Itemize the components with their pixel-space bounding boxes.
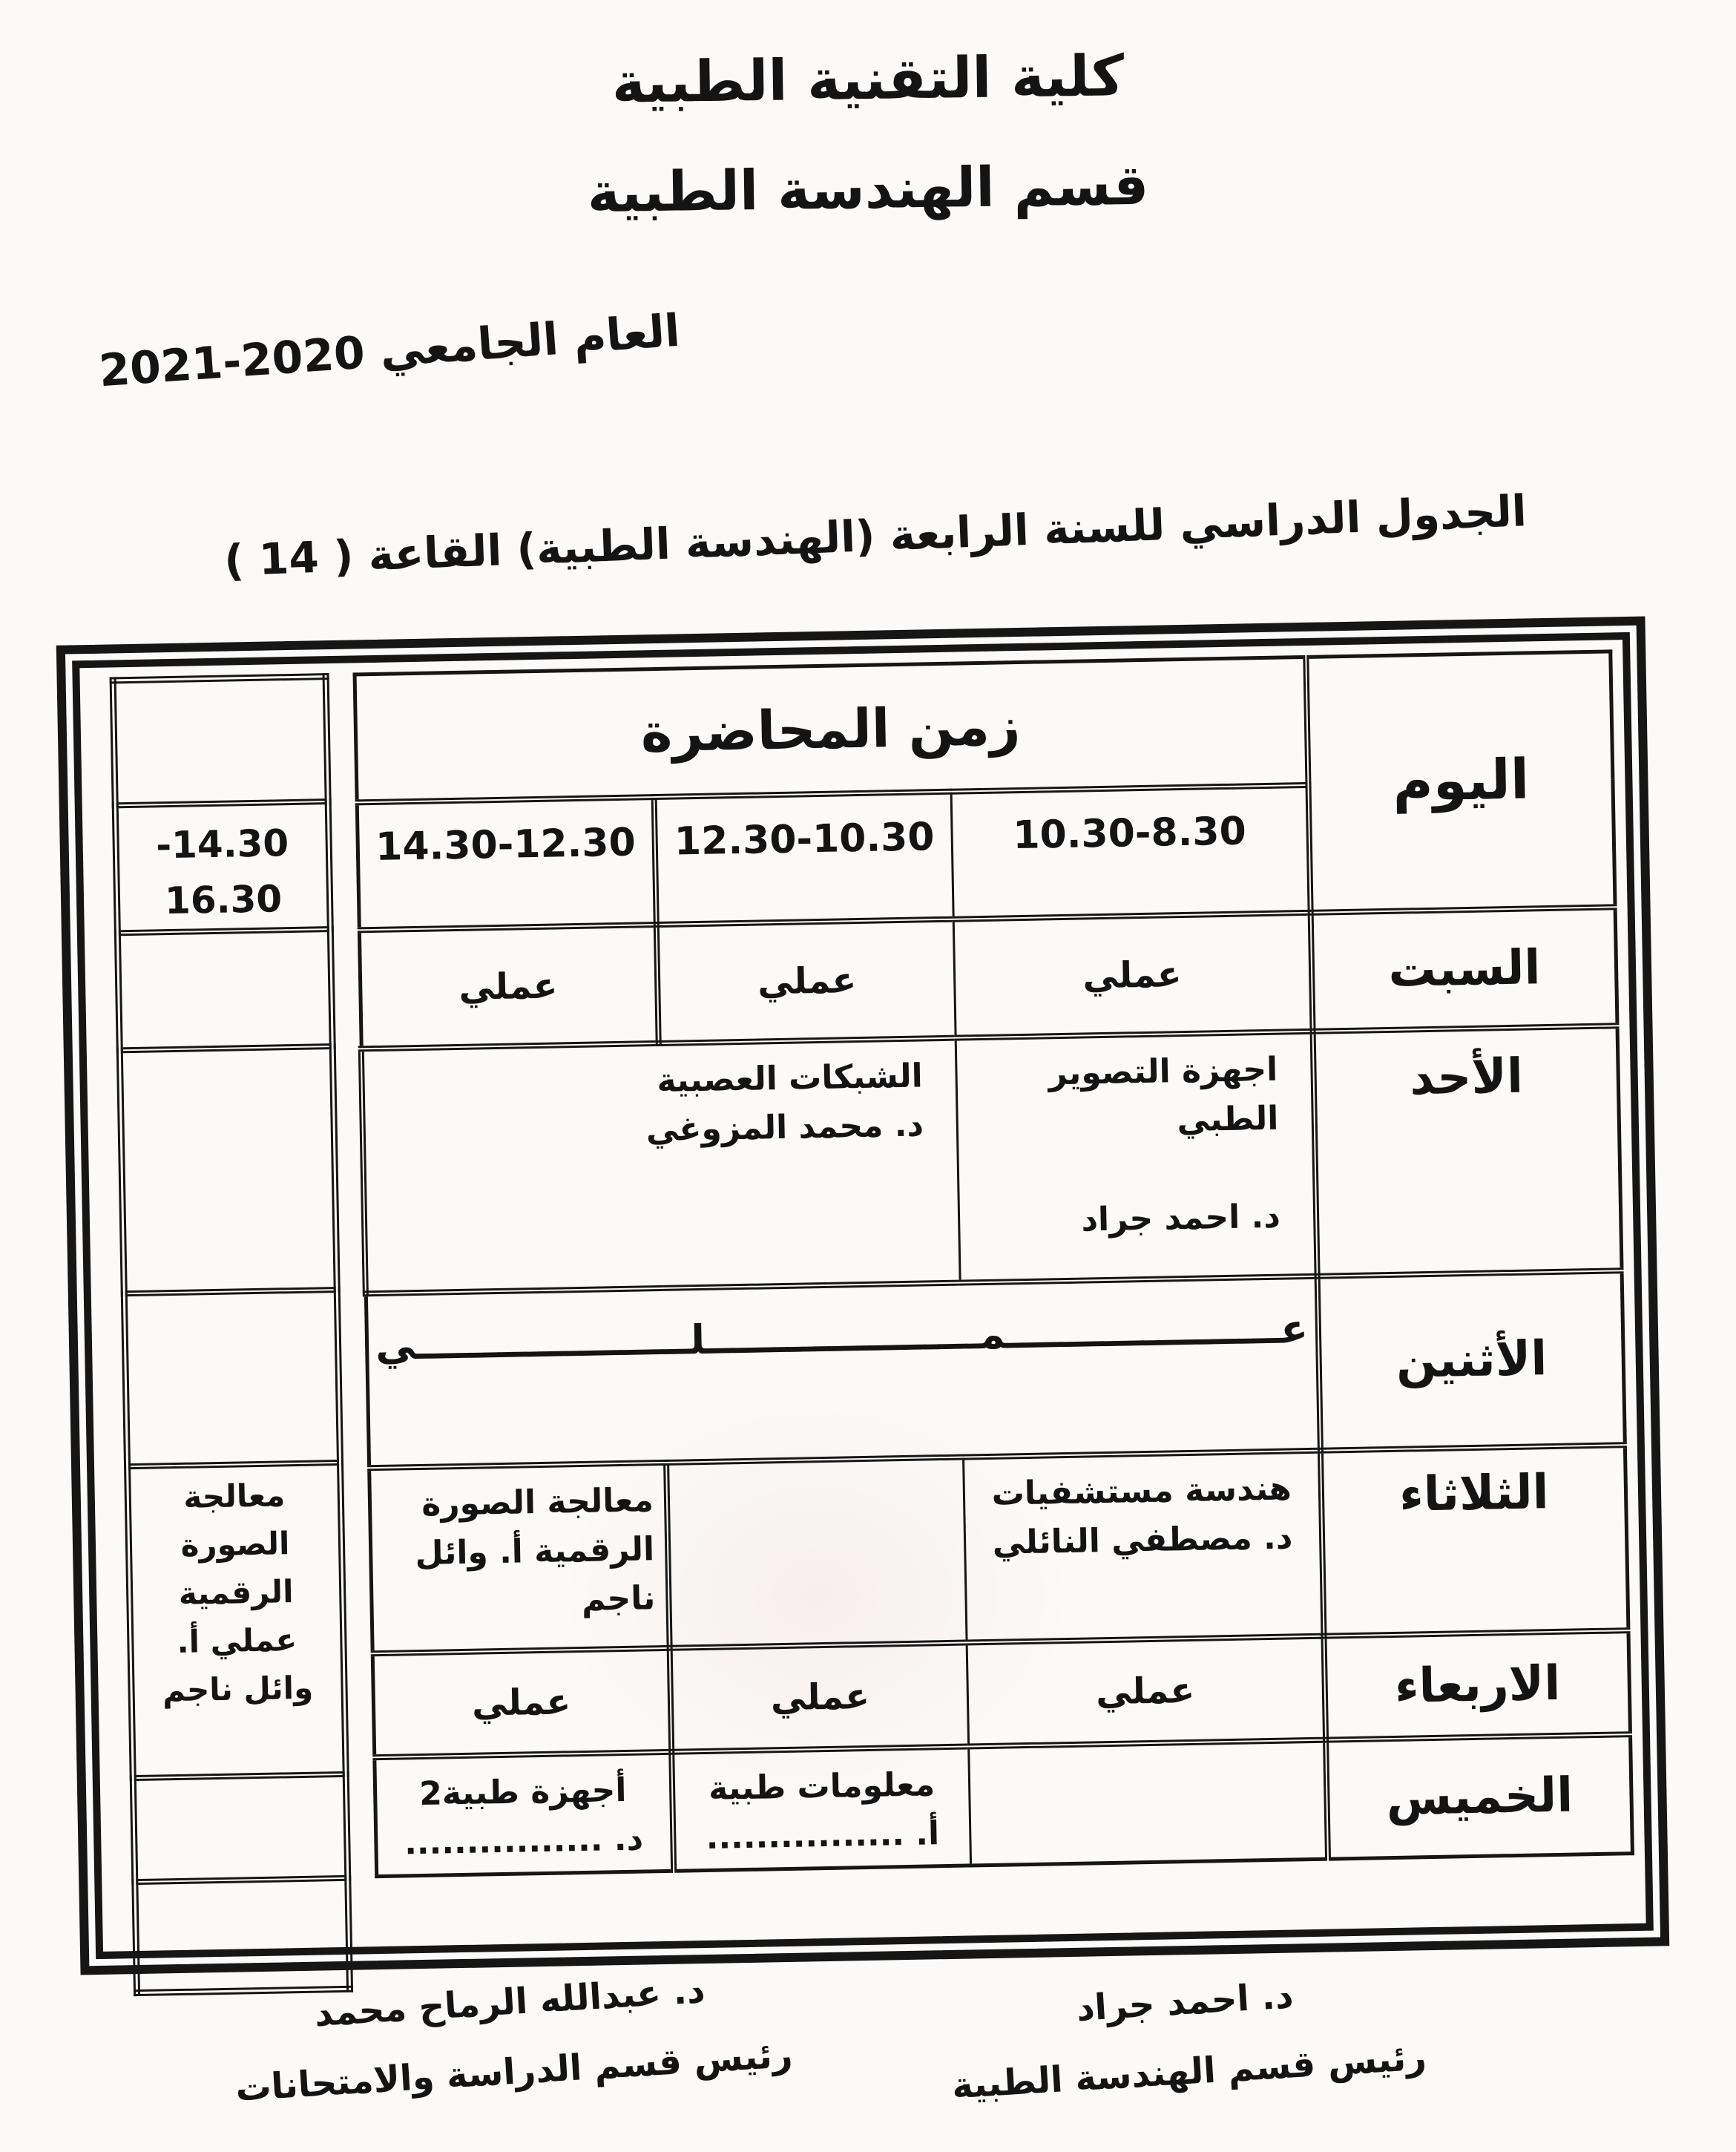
extra-cell-wednesday	[133, 1774, 348, 1881]
academic-year: العام الجامعي 2020-2021	[97, 304, 682, 398]
day-monday: الأثنين	[1317, 1270, 1625, 1450]
day-wednesday: الاربعاء	[1324, 1630, 1630, 1740]
cell-tue-slot3: معالجة الصورة الرقمية أ. وائل ناجم	[369, 1462, 669, 1653]
lecture-time-header: زمن المحاضرة	[355, 657, 1309, 801]
cell-wed-slot1: عملي	[967, 1636, 1325, 1746]
day-thursday: الخميس	[1326, 1734, 1633, 1859]
timetable	[352, 649, 1634, 1877]
extra-cell-tuesday: معالجة الصورة الرقمية عملي أ. وائل ناجم	[128, 1462, 346, 1777]
signature-role: رئيس قسم الدراسة والامتحانات	[234, 2033, 794, 2110]
signature-name: د. احمد جراد	[1075, 1975, 1295, 2030]
extra-cell-sunday	[119, 1046, 337, 1293]
extra-cell-saturday	[117, 929, 332, 1050]
extra-header-cell	[113, 677, 328, 805]
row-sunday	[361, 1026, 1622, 1293]
extra-time-column	[110, 673, 354, 1996]
timetable-frame-inner	[72, 632, 1654, 1959]
day-column-header: اليوم	[1306, 652, 1615, 912]
cell-tue-slot1: هندسة مستشفيات د. مصطفي النائلي	[964, 1450, 1324, 1642]
signature-department-head	[849, 1948, 1525, 2128]
cell-thu-slot3: أجهزة طبية2 د. ................	[404, 1771, 644, 1862]
cell-sat-slot1: عملي	[953, 912, 1312, 1037]
cell-thu-slot2: معلومات طبية أ. ................	[671, 1746, 971, 1871]
header-row	[355, 652, 1613, 802]
cell-sun-slot1: اجهزة التصوير الطبي د. احمد جراد	[956, 1031, 1317, 1282]
extra-cell-thursday	[135, 1877, 350, 1992]
timeslot-1: 10.30-8.30	[951, 784, 1310, 919]
row-thursday	[374, 1734, 1632, 1877]
department-title: قسم الهندسة الطبية	[587, 153, 1149, 226]
row-tuesday	[369, 1445, 1628, 1653]
timeslot-3: 14.30-12.30	[357, 797, 657, 930]
extra-timeslot: -14.30 16.30	[115, 801, 330, 933]
extra-cell-monday	[124, 1289, 340, 1466]
signature-name: د. عبدالله الرماح محمد	[313, 1969, 706, 2035]
timeslot-2: 12.30-10.30	[654, 791, 953, 924]
college-title: كلية التقنية الطبية	[611, 42, 1125, 116]
cell-mon-merged: عــــــــــــــــــــمــــــــــــــــــــلــــــــــــــــــــي	[366, 1276, 1321, 1467]
signature-role: رئيس قسم الهندسة الطبية	[950, 2036, 1428, 2107]
row-saturday	[359, 907, 1617, 1049]
cell-sat-slot2: عملي	[657, 919, 956, 1043]
day-saturday: السبت	[1310, 907, 1617, 1031]
day-sunday: الأحد	[1312, 1026, 1622, 1276]
row-monday	[366, 1270, 1625, 1468]
cell-wed-slot3: عملي	[372, 1647, 671, 1756]
timetable-frame	[56, 617, 1669, 1975]
cell-sun-slot2-3: الشبكات العصبية د. محمد المزوغي	[361, 1037, 961, 1293]
cell-sat-slot3: عملي	[359, 925, 659, 1049]
day-tuesday: الثلاثاء	[1321, 1445, 1628, 1636]
cell-tue-slot2	[666, 1457, 967, 1647]
schedule-title: الجدول الدراسي للسنة الرابعة (الهندسة الطبية) القاعة ( 14 )	[223, 485, 1528, 586]
cell-thu-slot1	[969, 1739, 1328, 1865]
cell-wed-slot2: عملي	[670, 1642, 969, 1751]
